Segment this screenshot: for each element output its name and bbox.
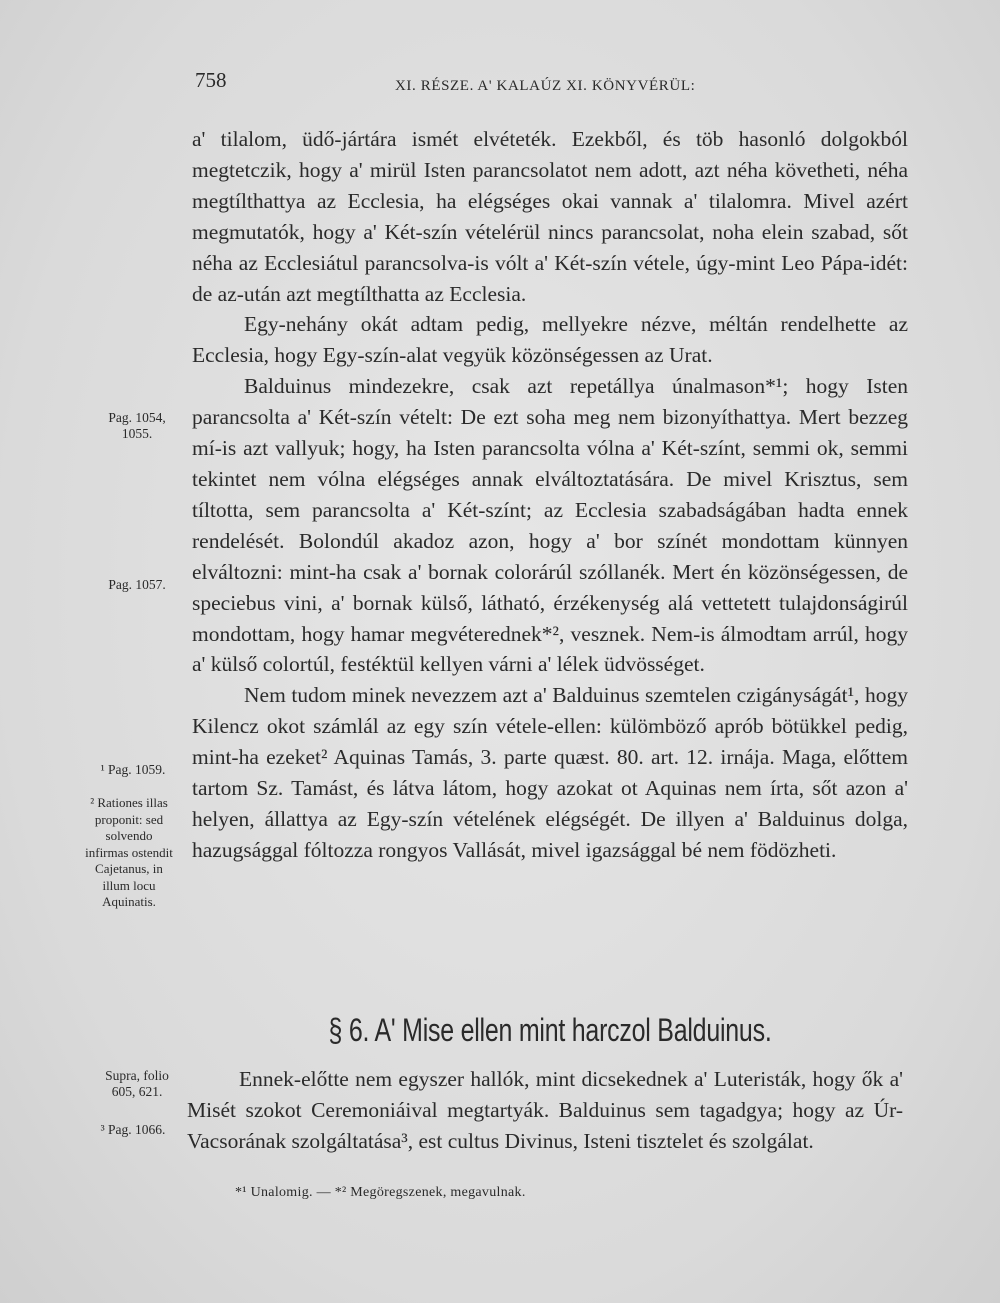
section-text: [187, 1064, 903, 1157]
margin-note: Supra, folio 605, 621.: [105, 1068, 169, 1099]
footnote-line: *¹ Unalomig. — *² Megöregszenek, megavulnak.: [235, 1185, 526, 1200]
running-head: XI. RÉSZE. A' KALAÚZ XI. KÖNYVÉRÜL:: [395, 78, 696, 94]
page-number: 758: [195, 68, 227, 92]
paragraph: Balduinus mindezekre, csak azt repetállya únalmason*¹; hogy Isten parancsolta a' Két-szín vételt: De ezt soha meg nem bizonyíthattya. Mert bezzeg mí-is azt vallyuk; hogy, ha Isten parancsolta vólna a' Két-színt, semmi ok, semmi tekintet nem vólna elégséges annak elváltoztatására. De mivel Krisztus, sem tíltotta, sem parancsolta a' Két-színt; az Ecclesia szabadságában hadta ennek rendelését. Bolondúl akadoz azon, hogy a' bor színét mondottam künnyen elváltozni: mint-ha csak a' bornak colorárúl szóllanék. Mert én közönségessen, de speciebus vini, a' bornak külső, látható, érzékenység alá vettetett tulajdonságirúl mondottam, hogy hamar megvéterednek*², vesznek. Nem-is álmodtam arrúl, hogy a' külső colortúl, festéktül kellyen várni a' lélek üdvösséget.: [192, 374, 908, 677]
paragraph: Ennek-előtte nem egyszer hallók, mint dicsekednek a' Luteristák, hogy ők a' Misét szokot Ceremoniáival megtartyák. Balduinus sem tagadgya; hogy az Úr-Vacsorának szolgáltatása³, est cultus Divinus, Isteni tisztelet és szolgálat.: [187, 1067, 903, 1153]
paragraph: a' tilalom, üdő-jártára ismét elvéteték. Ezekből, és töb hasonló dolgokból megtetczik, hogy a' mirül Isten parancsolatot nem adott, azt néha követheti, néha megtílthattya az Ecclesia, ha elégséges okai vannak a' tilalomra. Mivel azért megmutatók, hogy a' Két-szín vételérül nincs parancsolat, noha elein szabad, sőt néha az Ecclesiátul parancsolva-is vólt a' Két-szín vétele, úgy-mint Leo Pápa-idét: de az-után azt megtílthatta az Ecclesia.: [192, 127, 908, 306]
paragraph: Nem tudom minek nevezzem azt a' Balduinus szemtelen czigányságát¹, hogy Kilencz okot számlál az egy szín vétele-ellen: külömböző aprób bötükkel pedig, mint-ha ezeket² Aquinas Tamás, 3. parte quæst. 80. art. 12. irnája. Maga, előttem tartom Sz. Tamást, és látva látom, hogy azokat ot Aquinas nem írta, sőt azon a' helyen, állattya az Egy-szín vételének elégségét. De illyen a' Balduinus dolga, hazugsággal fóltozza rongyos Vallását, mivel igazsággal bé nem födözheti.: [192, 683, 908, 862]
margin-note: ³ Pag. 1066.: [100, 1122, 166, 1137]
page-header: [195, 68, 915, 98]
main-text: [192, 124, 908, 866]
margin-note: Pag. 1054, 1055.: [108, 410, 166, 441]
section-title: § 6. A' Mise ellen mint harczol Balduinus.: [328, 1012, 772, 1048]
paragraph: Egy-nehány okát adtam pedig, mellyekre nézve, méltán rendelhette az Ecclesia, hogy Egy-szín-alat vegyük közönségessen az Urat.: [192, 312, 908, 368]
margin-note: ¹ Pag. 1059.: [100, 762, 166, 777]
margin-note: ² Rationes illas proponit: sed solvendo infirmas ostendit Cajetanus, in illum locu Aquinatis.: [85, 795, 173, 909]
margin-note: Pag. 1057.: [108, 577, 166, 592]
